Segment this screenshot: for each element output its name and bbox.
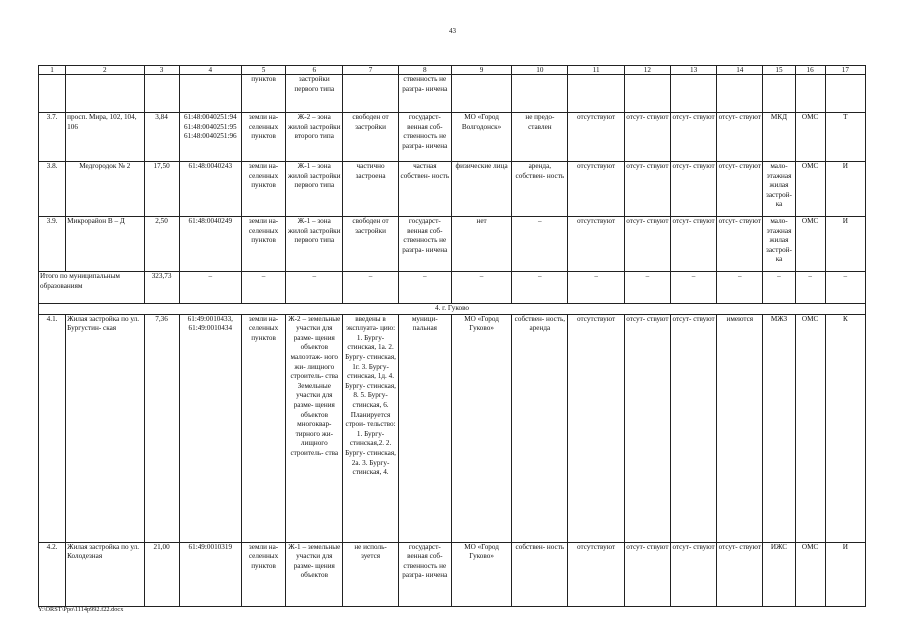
table-cell: нет	[451, 217, 511, 272]
table-cell: МКД	[763, 113, 795, 162]
cadastral-cell: 61:48:0040249	[179, 217, 241, 272]
table-cell: государст- венная соб- ственность не разгра- ничена	[398, 217, 451, 272]
table-cell: введены в эксплуата- цию: 1. Бургу- стинская, 1а. 2. Бургу- стинская, 1г. 3. Бургу- стинская, 1д. 4. Бургу- стинская, 8. 5. Бургу- стинская, 6. Планируется стрoи- тельство: 1. Бургу- стинская,2. 2. Бургу- стинская, 2а. 3. Бургу- стинская, 4.	[343, 314, 398, 542]
total-label: Итого по муниципальным образованиям	[39, 272, 145, 304]
continued-row	[39, 75, 866, 113]
area-cell: 21,00	[144, 542, 179, 606]
location-cell: просп. Мира, 102, 104, 106	[66, 113, 144, 162]
dash-cell: –	[795, 272, 825, 304]
table-cell: отсут- ствуют	[670, 542, 716, 606]
table-cell: отсут- ствуют	[717, 217, 763, 272]
table-cell: частично застроена	[343, 162, 398, 217]
table-cell: земли на- селенных пунктов	[241, 314, 285, 542]
location-cell: Медгородок № 2	[66, 162, 144, 217]
column-number: 8	[398, 66, 451, 75]
column-number: 12	[624, 66, 670, 75]
table-cell: отсут- ствуют	[670, 314, 716, 542]
table-cell: государст- венная соб- ственность не разгра- ничена	[398, 113, 451, 162]
cadastral-cell: 61:48:0040243	[179, 162, 241, 217]
table-cell: МО «Город Гуково»	[451, 314, 511, 542]
table-cell: земли на- селенных пунктов	[241, 542, 285, 606]
table-cell: Ж-1 – зона жилой застройки первого типа	[286, 217, 343, 272]
column-number: 14	[717, 66, 763, 75]
file-path-footer: Y:\ORST\Ppo\1114p992.f22.docx	[38, 606, 124, 613]
table-cell: государст- венная соб- ственность не разгра- ничена	[398, 542, 451, 606]
table-cell: ОМС	[795, 542, 825, 606]
table-cell: ственность не разгра- ничена	[398, 75, 451, 113]
total-row	[39, 272, 866, 304]
table-cell: И	[825, 217, 865, 272]
table-cell: –	[512, 217, 568, 272]
column-number: 15	[763, 66, 795, 75]
table-cell: пунктов	[241, 75, 285, 113]
table-cell: отсут- ствуют	[670, 217, 716, 272]
table-cell: земли на- селенных пунктов	[241, 162, 285, 217]
page-number: 43	[449, 27, 456, 35]
table-cell: собствен- ность	[512, 542, 568, 606]
area-cell: 7,36	[144, 314, 179, 542]
column-number: 5	[241, 66, 285, 75]
table-cell: свободен от застройки	[343, 113, 398, 162]
column-number: 3	[144, 66, 179, 75]
table-cell: ОМС	[795, 314, 825, 542]
table-cell: МО «Город Волгодонск»	[451, 113, 511, 162]
cadastral-cell: 61:49:0010319	[179, 542, 241, 606]
row-number: 4.1.	[39, 314, 66, 542]
table-cell: отсут- ствуют	[717, 542, 763, 606]
cadastral-cell: 61:49:0010433, 61:49:0010434	[179, 314, 241, 542]
table-cell: МО «Город Гуково»	[451, 542, 511, 606]
dash-cell: –	[398, 272, 451, 304]
table-cell: ИЖС	[763, 542, 795, 606]
table-row	[39, 542, 866, 606]
table-cell: ОМС	[795, 162, 825, 217]
table-row	[39, 162, 866, 217]
table-cell: Ж-2 – земельные участки для разме- щения объектов малоэтаж- ного жи- лищного строитель- ства Земельные участки для разме- щения объектов многоквар- тирного жи- лищного строитель- ства	[286, 314, 343, 542]
column-number: 6	[286, 66, 343, 75]
location-cell: Жилая застройка по ул. Бургустин- ская	[66, 314, 144, 542]
column-number: 13	[670, 66, 716, 75]
column-number: 7	[343, 66, 398, 75]
table-cell: частная собствен- ность	[398, 162, 451, 217]
area-cell: 2,50	[144, 217, 179, 272]
table-cell: отсут- ствуют	[624, 113, 670, 162]
dash-cell: –	[670, 272, 716, 304]
dash-cell: –	[825, 272, 865, 304]
dash-cell: –	[179, 272, 241, 304]
dash-cell: –	[512, 272, 568, 304]
table-cell: земли на- селенных пунктов	[241, 217, 285, 272]
table-cell: свободен от застройки	[343, 217, 398, 272]
table-cell: имеются	[717, 314, 763, 542]
city-heading: 4. г. Гуково	[39, 304, 866, 315]
area-cell: 17,50	[144, 162, 179, 217]
row-number: 3.8.	[39, 162, 66, 217]
dash-cell: –	[763, 272, 795, 304]
cadastral-cell: 61:48:0040251:94 61:48:0040251:95 61:48:0040251:96	[179, 113, 241, 162]
dash-cell: –	[624, 272, 670, 304]
table-cell: отсут- ствуют	[670, 162, 716, 217]
column-number: 2	[66, 66, 144, 75]
total-value: 323,73	[144, 272, 179, 304]
table-cell: отсутствуют	[568, 162, 624, 217]
table-cell: отсут- ствуют	[624, 162, 670, 217]
table-cell: не предо- ставлен	[512, 113, 568, 162]
table-cell: Т	[825, 113, 865, 162]
column-number: 9	[451, 66, 511, 75]
table-cell: муници- пальная	[398, 314, 451, 542]
table-cell: отсутствуют	[568, 542, 624, 606]
table-cell: ОМС	[795, 113, 825, 162]
table-cell: отсутствуют	[568, 314, 624, 542]
table-cell: Ж-1 – зона жилой застройки первого типа	[286, 162, 343, 217]
table-row	[39, 113, 866, 162]
table-cell: собствен- ность, аренда	[512, 314, 568, 542]
dash-cell: –	[451, 272, 511, 304]
dash-cell: –	[717, 272, 763, 304]
area-cell: 3,84	[144, 113, 179, 162]
table-cell: отсут- ствуют	[717, 162, 763, 217]
table-cell: не исполь- зуется	[343, 542, 398, 606]
table-row	[39, 217, 866, 272]
location-cell: Микрорайон В – Д	[66, 217, 144, 272]
table-row	[39, 314, 866, 542]
table-cell: аренда, собствен- ность	[512, 162, 568, 217]
table-cell: Ж-1 – земельные участки для разме- щения объектов	[286, 542, 343, 606]
table-cell: ОМС	[795, 217, 825, 272]
dash-cell: –	[286, 272, 343, 304]
location-cell: Жилая застройка по ул. Колодезная	[66, 542, 144, 606]
row-number: 3.9.	[39, 217, 66, 272]
table-cell: отсутствуют	[568, 113, 624, 162]
table-cell: земли на- селенных пунктов	[241, 113, 285, 162]
table-cell: отсутствуют	[568, 217, 624, 272]
column-number: 4	[179, 66, 241, 75]
column-number-row	[39, 66, 866, 75]
dash-cell: –	[343, 272, 398, 304]
dash-cell: –	[568, 272, 624, 304]
city-heading-row	[39, 304, 866, 315]
table-cell: И	[825, 542, 865, 606]
row-number: 4.2.	[39, 542, 66, 606]
table-cell: отсут- ствуют	[624, 542, 670, 606]
table-cell: отсут- ствуют	[624, 314, 670, 542]
table-cell: физические лица	[451, 162, 511, 217]
table-cell: мало- этажная жилая застрой- ка	[763, 217, 795, 272]
column-number: 11	[568, 66, 624, 75]
table-cell: К	[825, 314, 865, 542]
row-number: 3.7.	[39, 113, 66, 162]
table-cell: Ж-2 – зона жилой застройки второго типа	[286, 113, 343, 162]
column-number: 1	[39, 66, 66, 75]
table-cell: мало- этажная жилая застрой- ка	[763, 162, 795, 217]
column-number: 16	[795, 66, 825, 75]
table-cell: отсут- ствуют	[670, 113, 716, 162]
dash-cell: –	[241, 272, 285, 304]
column-number: 17	[825, 66, 865, 75]
table-cell: отсут- ствуют	[717, 113, 763, 162]
table-cell: И	[825, 162, 865, 217]
column-number: 10	[512, 66, 568, 75]
table-cell: отсут- ствуют	[624, 217, 670, 272]
table-cell: МЖЗ	[763, 314, 795, 542]
table-cell: застройки первого типа	[286, 75, 343, 113]
land-plots-table	[38, 65, 866, 607]
